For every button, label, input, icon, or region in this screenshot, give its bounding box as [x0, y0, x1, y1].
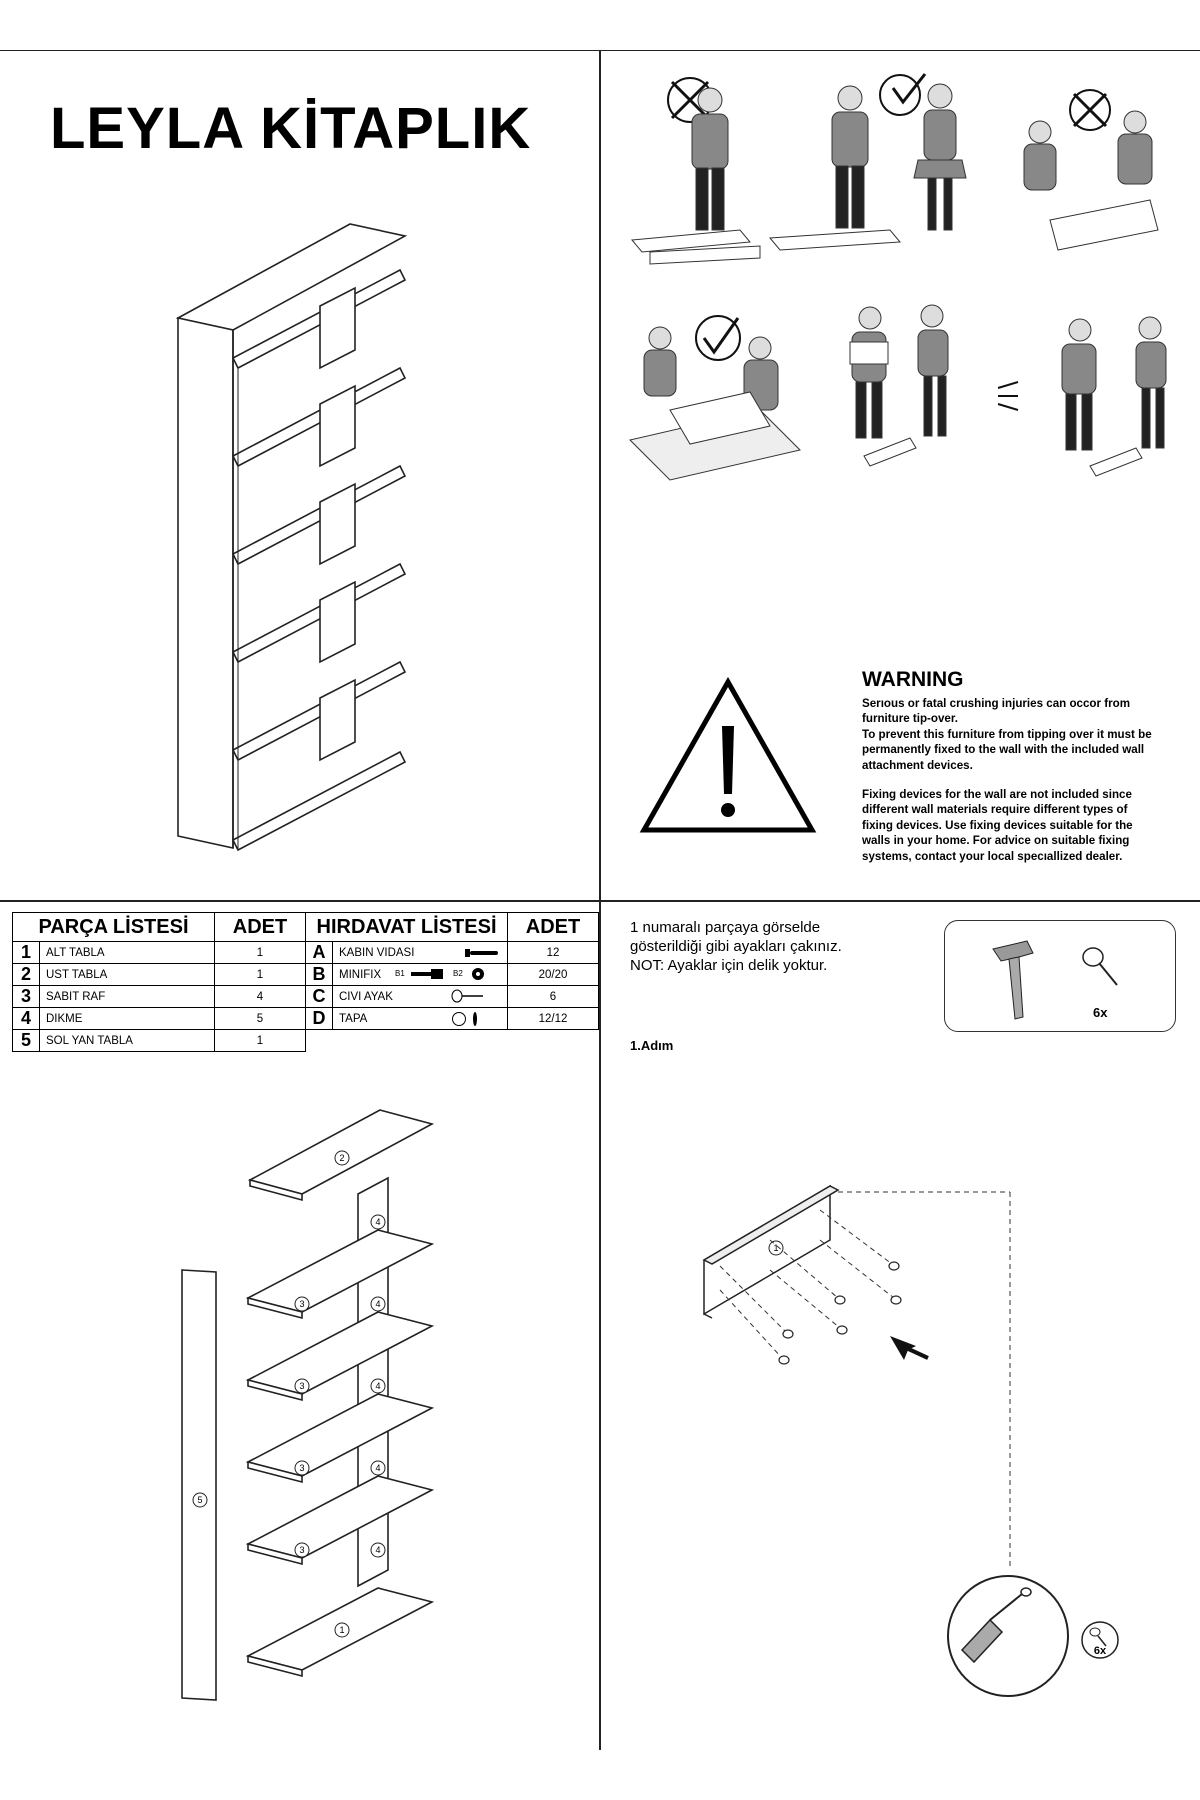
screw-icon	[465, 948, 499, 958]
side-panel-part	[182, 1270, 216, 1700]
hardware-qty: 12	[508, 942, 599, 964]
part-label-side-panel: 5	[197, 1495, 203, 1505]
part-label-shelf: 3	[299, 1381, 305, 1391]
cap-icon	[451, 1011, 485, 1027]
part-number: 2	[13, 964, 40, 986]
table-row	[13, 986, 599, 1008]
part-label-top-panel: 2	[339, 1153, 345, 1163]
hardware-code: A	[306, 942, 333, 964]
nail-foot-icon	[451, 989, 485, 1003]
warning-heading: WARNING	[862, 668, 964, 691]
hardware-list-header: HIRDAVAT LİSTESİ	[306, 913, 508, 942]
parts-qty-header: ADET	[215, 913, 306, 942]
part-qty: 1	[215, 964, 306, 986]
shelf-part	[248, 1476, 432, 1558]
table-row	[13, 1030, 599, 1052]
parts-hardware-table	[12, 912, 599, 1052]
part-qty: 1	[215, 942, 306, 964]
part-label-divider: 4	[375, 1299, 381, 1309]
warning-triangle-icon	[638, 676, 818, 836]
page-title: LEYLA KİTAPLIK	[50, 96, 532, 161]
hardware-qty: 12/12	[508, 1008, 599, 1030]
assembly-safety-illustrations	[610, 70, 1190, 500]
part-qty: 5	[215, 1008, 306, 1030]
part-label-bottom-panel: 1	[339, 1625, 345, 1635]
two-people-assembly-scene	[770, 74, 966, 250]
hardware-code: D	[306, 1008, 333, 1030]
read-instructions-scene	[850, 305, 948, 466]
shelf-part	[248, 1394, 432, 1476]
part-label-divider: 4	[375, 1545, 381, 1555]
warning-paragraph-1: Serıous or fatal crushing injuries can occor from furniture tip-over. To prevent this furniture from tipping over it must be permanently fixed to the wall with the included wall attachment devices.	[862, 697, 1152, 772]
assemble-on-carpet-scene	[630, 316, 800, 480]
hardware-code: B	[306, 964, 333, 986]
minifix-b1-label: B1	[395, 969, 405, 978]
part-name: DIKME	[40, 1008, 215, 1030]
hammer-icon	[989, 939, 1039, 1021]
required-tools-box	[944, 920, 1176, 1032]
frame-horizontal-divider	[0, 900, 1200, 902]
tool-quantity: 6x	[1093, 1005, 1108, 1020]
hardware-qty: 6	[508, 986, 599, 1008]
hardware-name: KABIN VIDASI	[339, 946, 415, 959]
table-row	[13, 942, 599, 964]
warning-block	[862, 668, 1182, 864]
step-label: 1.Adım	[630, 1038, 674, 1053]
part-number: 4	[13, 1008, 40, 1030]
hardware-qty: 20/20	[508, 964, 599, 986]
nail-foot-icon	[779, 1262, 901, 1364]
exploded-parts-view	[170, 1100, 450, 1710]
part-label-divider: 4	[375, 1381, 381, 1391]
part-label-bottom-panel: 1	[773, 1243, 779, 1253]
step-1-diagram	[690, 1180, 1140, 1700]
warning-paragraph-2: Fixing devices for the wall are not included since different wall materials require different types of fixing devices. Use fixing devices suitable for the walls in your home. For advice on suitable fixing systems, contact your local specıallized dealer.	[862, 788, 1133, 863]
assembled-bookcase-illustration	[160, 210, 420, 860]
minifix-b2-label: B2	[453, 969, 463, 978]
call-for-help-scene	[998, 317, 1166, 476]
step-instruction-text: 1 numaralı parçaya görselde gösterildiği gibi ayakları çakınız. NOT: Ayaklar için delik yoktur.	[630, 919, 842, 974]
parts-list-header: PARÇA LİSTESİ	[13, 913, 215, 942]
table-row	[13, 964, 599, 986]
part-name: UST TABLA	[40, 964, 215, 986]
part-name: SOL YAN TABLA	[40, 1030, 215, 1052]
part-label-shelf: 3	[299, 1545, 305, 1555]
part-label-divider: 4	[375, 1217, 381, 1227]
part-number: 5	[13, 1030, 40, 1052]
part-name: SABIT RAF	[40, 986, 215, 1008]
detail-zoom-circle	[948, 1576, 1068, 1696]
minifix-icon	[411, 969, 445, 979]
part-label-shelf: 3	[299, 1463, 305, 1473]
part-qty: 4	[215, 986, 306, 1008]
hardware-code: C	[306, 986, 333, 1008]
table-row	[13, 1008, 599, 1030]
part-label-divider: 4	[375, 1463, 381, 1473]
part-qty: 1	[215, 1030, 306, 1052]
part-number: 1	[13, 942, 40, 964]
hardware-name: CIVI AYAK	[339, 990, 393, 1003]
hardware-name: MINIFIX	[339, 968, 382, 981]
shelf-part	[248, 1312, 432, 1394]
part-label-shelf: 3	[299, 1299, 305, 1309]
minifix-cam-icon	[471, 967, 485, 981]
shelf-part	[248, 1230, 432, 1312]
hardware-name: TAPA	[339, 1012, 368, 1025]
detail-quantity: 6x	[1093, 1645, 1107, 1657]
part-name: ALT TABLA	[40, 942, 215, 964]
hardware-qty-header: ADET	[508, 913, 599, 942]
part-number: 3	[13, 986, 40, 1008]
not-on-hard-floor-scene	[1024, 90, 1158, 250]
do-not-assemble-alone-scene	[632, 78, 760, 264]
nail-foot-icon	[1079, 943, 1125, 991]
